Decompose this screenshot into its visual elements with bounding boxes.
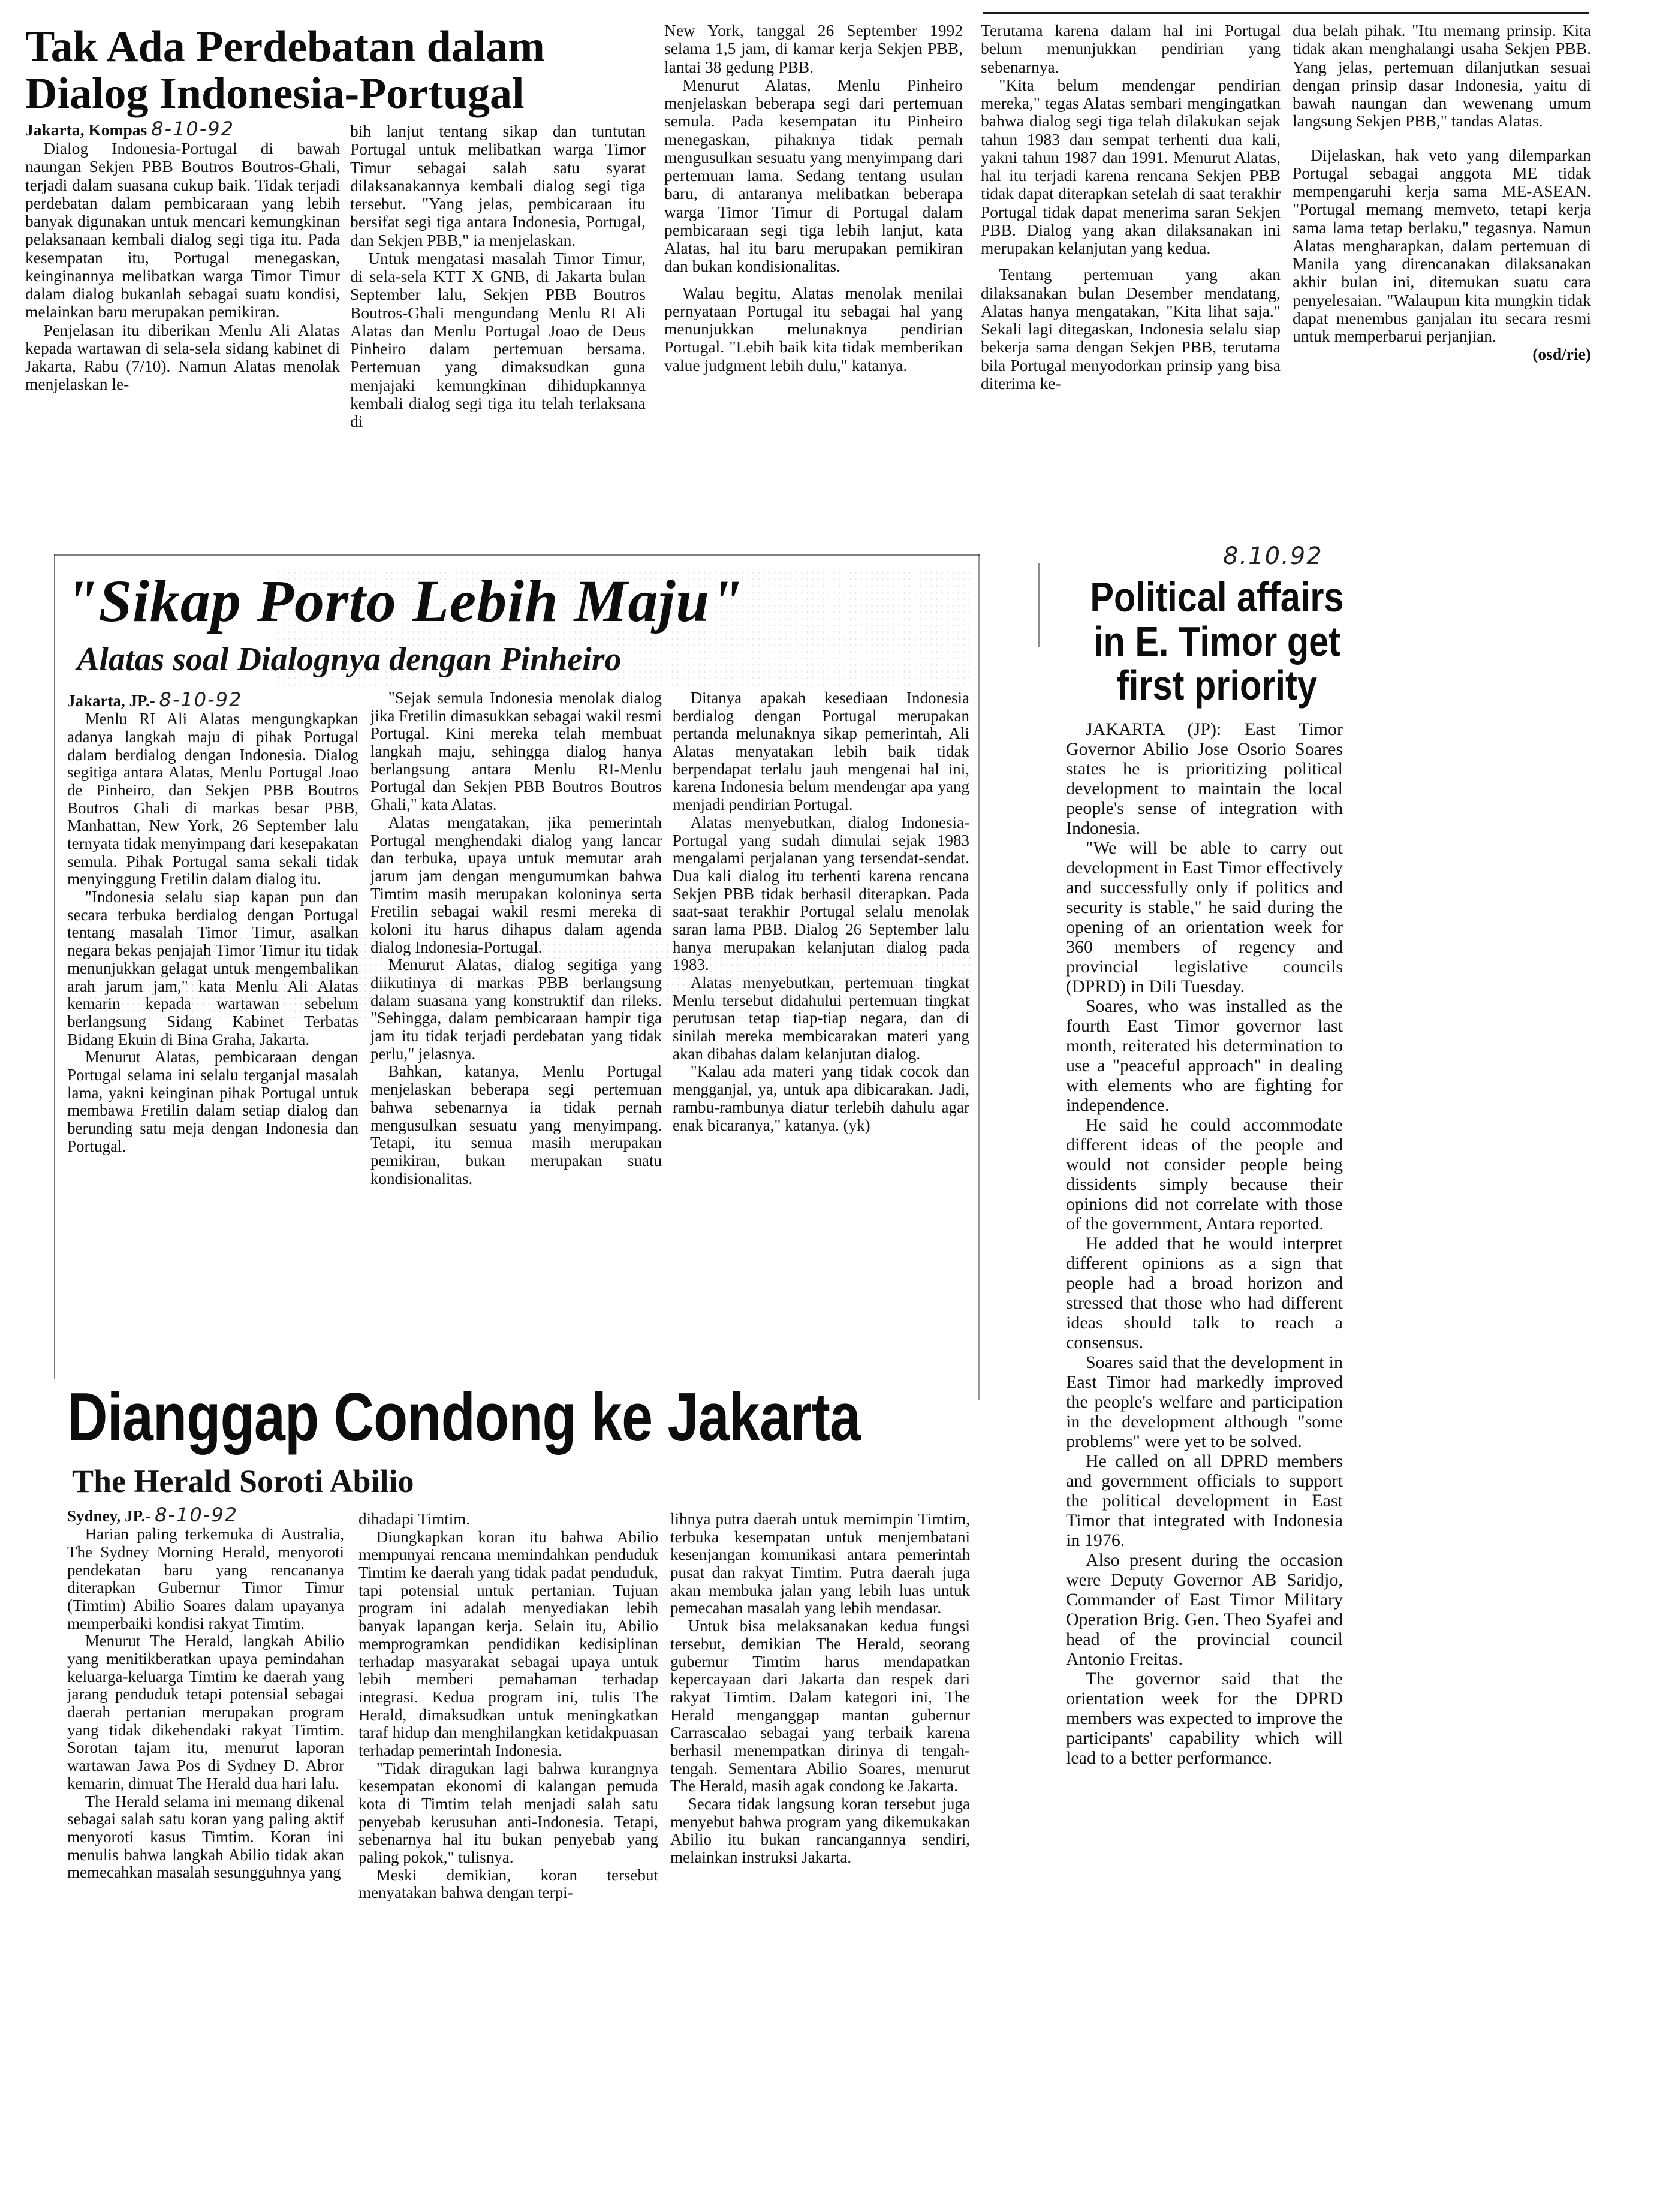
- article4-paragraph: "We will be able to carry out development in East Timor effectively and successfully only if politics and security is stable," he said during the opening of an orientation week for 360 members of regency and provincial legislative councils (DPRD) in Dili Tuesday.: [1066, 838, 1343, 996]
- article1-column-3: [664, 22, 963, 375]
- article1-col3-paragraph: New York, tanggal 26 September 1992 selama 1,5 jam, di kamar kerja Sekjen PBB, lantai 38 gedung PBB.: [664, 21, 963, 76]
- article3-col1-paragraph: The Herald selama ini memang dikenal sebagai salah satu koran yang paling aktif menyoroti kasus Timtim. Koran ini menulis bahwa langkah Abilio tidak akan memecahkan masalah sesungguhnya yang: [67, 1792, 344, 1882]
- article3-col1-paragraph: Harian paling terkemuka di Australia, The Sydney Morning Herald, menyoroti pendekatan baru yang rencananya diterapkan Gubernur Timor Timur (Timtim) Abilio Soares dalam upayanya memperbaiki kondisi rakyat Timtim.: [67, 1525, 344, 1632]
- article1-column-1: [25, 119, 340, 394]
- article3-col2-paragraph: "Tidak diragukan lagi bahwa kurangnya kesempatan ekonomi di kalangan pemuda kota di Timtim telah menjadi salah satu penyebab kerusuhan anti-Indonesia. Tetapi, sebenarnya hal itu bukan penyebab yang paling pokok," tulisnya.: [358, 1759, 658, 1867]
- article2-column-3: [673, 689, 969, 1134]
- article2-column-1: [67, 689, 358, 1155]
- article1-col4-paragraph: Terutama karena dalam hal ini Portugal belum menunjukkan pendirian yang sebenarnya.: [981, 21, 1281, 76]
- article4-paragraph: The governor said that the orientation week for the DPRD members was expected to improve the participants' capability which will lead to a better performance.: [1066, 1669, 1343, 1768]
- article1-col2-paragraph: bih lanjut tentang sikap dan tuntutan Portugal untuk melibatkan warga Timor Timur sebagai salah satu syarat dilaksanakannya kembali dialog segi tiga tersebut. "Yang jelas, pembicaraan itu bersifat segi tiga antara Indonesia, Portugal, dan Sekjen PBB," ia menjelaskan.: [350, 122, 646, 249]
- article1-col1-paragraph: Penjelasan itu diberikan Menlu Ali Alatas kepada wartawan di sela-sela sidang kabinet di Jakarta, Rabu (7/10). Namun Alatas menolak menjelaskan le-: [25, 320, 340, 394]
- article3-col2-paragraph: dihadapi Timtim.: [358, 1510, 471, 1528]
- top-rule: [983, 12, 1589, 14]
- article4-title-line3: first priority: [1117, 662, 1317, 709]
- article3-col2-paragraph: Meski demikian, koran tersebut menyatakan bahwa dengan terpi-: [358, 1866, 658, 1902]
- article2-col3-paragraph: "Kalau ada materi yang tidak cocok dan mengganjal, ya, untuk apa dibicarakan. Jadi, rambu-rambunya diatur terlebih dahulu agar enak bicaranya," katanya. (yk): [673, 1062, 969, 1134]
- article3-date-handwritten: 8-10-92: [155, 1503, 238, 1526]
- article1-col4-paragraph: "Kita belum mendengar pendirian mereka," tegas Alatas sembari mengingatkan bahwa dialog segi tiga telah dilakukan sejak tahun 1983 dan sempat terhenti dua kali, yakni tahun 1987 dan 1991. Menurut Alatas, hal itu terjadi karena rencana Sekjen PBB tidak dapat diterapkan setelah di saat terakhir Portugal tidak dapat menerima saran Sekjen PBB. Dialog yang akan dilaksanakan ini merupakan kelanjutan yang kedua.: [981, 75, 1281, 257]
- article4-date-handwritten: 8.10.92: [1223, 543, 1323, 570]
- article4-title-line2: in E. Timor get: [1093, 617, 1341, 665]
- article3-column-3: [670, 1511, 970, 1867]
- article2-title: "Sikap Porto Lebih Maju": [65, 568, 744, 634]
- article4-paragraph: East Timor Governor Abilio Jose Osorio Soares states he is prioritizing political development to maintain the local people's sense of integration with Indonesia.: [1066, 719, 1343, 838]
- article1-col3-paragraph: Walau begitu, Alatas menolak menilai pernyataan Portugal itu sebagai hal yang menunjukkan melunaknya pendirian Portugal. "Lebih baik kita tidak memberikan value judgment lebih dulu," katanya.: [664, 283, 963, 375]
- article1-title-line2: Dialog Indonesia-Portugal: [25, 69, 525, 118]
- article4-paragraph: Soares said that the development in East Timor had markedly improved the people's welfare and participation in the development although "some problems" were yet to be solved.: [1066, 1352, 1343, 1451]
- article1-title-line1: Tak Ada Perdebatan dalam: [25, 22, 545, 71]
- article2-col2-paragraph: Alatas mengatakan, jika pemerintah Portugal menghendaki dialog yang lancar dan terbuka, upaya untuk memutar arah jarum jam dengan mengumumkan bahwa Timtim masih merupakan koloninya serta Fretilin sebagai wakil resmi mereka di koloni itu harus dihapus dalam agenda dialog Indonesia-Portugal.: [370, 813, 662, 956]
- article4-paragraph: Also present during the occasion were Deputy Governor AB Saridjo, Commander of East Timor Military Operation Brig. Gen. Theo Syafei and head of the provincial council Antonio Freitas.: [1066, 1550, 1343, 1669]
- article3-subtitle: The Herald Soroti Abilio: [72, 1463, 414, 1499]
- article2-col2-paragraph: "Sejak semula Indonesia menolak dialog jika Fretilin dimasukkan sebagai wakil resmi Portugal. Kini mereka telah membuat langkah maju, sehingga dialog hanya berlangsung antara Menlu RI-Menlu Portugal dan Sekjen PBB Boutros Boutros Ghali," kata Alatas.: [370, 689, 662, 814]
- article3-col3-paragraph: Secara tidak langsung koran tersebut juga menyebut bahwa program yang dikemukakan Abilio itu bukan rancangannya sendiri, melainkan instruksi Jakarta.: [670, 1795, 970, 1867]
- article4-paragraph: He said he could accommodate different ideas of the people and would not consider people being dissidents simply because their opinions did not correlate with those of the government, Antara reported.: [1066, 1115, 1343, 1234]
- clipping-left-edge: [54, 554, 55, 1379]
- article3-column-1: [67, 1505, 344, 1882]
- clipping-top-edge: [54, 554, 980, 556]
- article2-subtitle: Alatas soal Dialognya dengan Pinheiro: [77, 641, 622, 678]
- article2-col1-paragraph: Menurut Alatas, pembicaraan dengan Portugal selama ini selalu terganjal masalah lama, yakni keinginan pihak Portugal untuk membawa Fretilin dalam setiap dialog dan berunding satu meja dengan Indonesia dan Portugal.: [67, 1048, 358, 1155]
- article3-col2-paragraph: Diungkapkan koran itu bahwa Abilio mempunyai rencana memindahkan penduduk Timtim ke daerah yang tidak padat penduduk, tapi potensial untuk pertanian. Tujuan program ini adalah menyediakan lebih banyak lapangan kerja. Selain itu, Abilio memprogramkan pendidikan kedisiplinan terhadap masyarakat sebagai upaya untuk lebih memberi pemahaman terhadap integrasi. Kedua program ini, tulis The Herald, dimaksudkan untuk meningkatkan taraf hidup dan menghilangkan ketidakpuasan terhadap pemerintah Indonesia.: [358, 1527, 658, 1759]
- article2-col2-paragraph: Bahkan, katanya, Menlu Portugal menjelaskan beberapa segi pertemuan bahwa sebenarnya ia tidak pernah mengusulkan sesuatu yang menyimpang. Tetapi, itu semua masih merupakan pemikiran, bukan merupakan suatu kondisionalitas.: [370, 1062, 662, 1188]
- article3-column-2: [358, 1511, 658, 1902]
- article2-column-2: [370, 689, 662, 1188]
- article4-column: [1066, 719, 1343, 1768]
- article4-dateline: JAKARTA (JP):: [1086, 719, 1222, 739]
- article2-col1-paragraph: Menlu RI Ali Alatas mengungkapkan adanya langkah maju di pihak Portugal dalam berdialog dengan Indonesia. Dialog segitiga antara Alatas, Menlu Portugal Joao de Pinheiro, dan Sekjen PBB Boutros Boutros Ghali di markas besar PBB, Manhattan, New York, 26 September lalu ternyata tidak menyimpang dari kesepakatan semula. Pihak Portugal sama sekali tidak menyinggung Fretilin dalam dialog itu.: [67, 710, 358, 888]
- article4-paragraph: He added that he would interpret different opinions as a sign that people had a broad horizon and stressed that those who had different ideas should talk to reach a consensus.: [1066, 1234, 1343, 1352]
- article1-col5-paragraph: dua belah pihak. "Itu memang prinsip. Kita tidak akan menghalangi usaha Sekjen PBB. Yang jelas, pertemuan dilanjutkan sesuai dengan prinsip dasar Indonesia, yaitu di bawah naungan dan wewenang umum langsung Sekjen PBB," tandas Alatas.: [1293, 21, 1591, 131]
- article2-col3-paragraph: Alatas menyebutkan, dialog Indonesia-Portugal yang sudah dimulai sejak 1983 mengalami perjalanan yang tersendat-sendat. Dua kali dialog itu terhenti karena rencana Sekjen PBB tidak berhasil diterapkan. Pada saat-saat terakhir Portugal selalu menolak saran lama PBB. Dialog 26 September lalu hanya merupakan kelanjutan dialog pada 1983.: [673, 813, 969, 974]
- article2-col2-paragraph: Menurut Alatas, dialog segitiga yang diikutinya di markas PBB berlangsung dalam suasana yang konstruktif dan rileks. "Sehingga, dalam pembicaraan hampir tiga jam itu tidak terjadi perdebatan yang tidak perlu," jelasnya.: [370, 956, 662, 1063]
- article3-col3-paragraph: Untuk bisa melaksanakan kedua fungsi tersebut, demikian The Herald, seorang gubernur Timtim harus mendapatkan kepercayaan dari Jakarta dan respek dari rakyat Timtim. Dalam kategori ini, The Herald menganggap mantan gubernur Carrascalao sebagai yang terbaik karena berhasil menempatkan dirinya di tengah-tengah. Sementara Abilio Soares, menurut The Herald, masih agak condong ke Jakarta.: [670, 1617, 970, 1795]
- article4-paragraph: He called on all DPRD members and government officials to support the political development in East Timor that integrated with Indonesia in 1976.: [1066, 1451, 1343, 1550]
- article3-col1-paragraph: Menurut The Herald, langkah Abilio yang menitikberatkan upaya pemindahan keluarga-keluarga Timtim ke daerah yang jarang penduduk tetapi potensial sebagai daerah pertanian merupakan program yang tidak dikehendaki rakyat Timtim. Sorotan tajam itu, menurut laporan wartawan Jawa Pos di Sydney D. Abror kemarin, dimuat The Herald dua hari lalu.: [67, 1632, 344, 1792]
- article1-column-5: [1293, 22, 1591, 364]
- article4-paragraph: Soares, who was installed as the fourth East Timor governor last month, reiterated his determination to use a "peaceful approach" in dealing with elements who are fighting for independence.: [1066, 996, 1343, 1115]
- article1-column-2: [350, 122, 646, 430]
- article3-dateline: Sydney, JP.-: [67, 1507, 151, 1525]
- article3-title: Dianggap Condong ke Jakarta: [67, 1379, 861, 1455]
- article1-column-4: [981, 22, 1281, 393]
- article2-dateline: Jakarta, JP.-: [67, 692, 155, 710]
- article1-dateline: Jakarta, Kompas: [25, 120, 147, 139]
- article4-title: [1084, 575, 1349, 708]
- article1-col2-paragraph: Untuk mengatasi masalah Timor Timur, di sela-sela KTT X GNB, di Jakarta bulan September lalu, Sekjen PBB Boutros Boutros-Ghali mengundang Menlu RI Ali Alatas dan Menlu Portugal Joao de Deus Pinheiro dalam pertemuan bersama. Pertemuan yang dimaksudkan guna menjajaki kemungkinan dihidupkannya kembali dialog segi tiga itu telah terlaksana di: [350, 248, 646, 430]
- article1-col3-paragraph: Menurut Alatas, Menlu Pinheiro menjelaskan beberapa segi dari pertemuan semula. Pada kesempatan itu Pinheiro menegaskan, pihaknya tidak pernah mengusulkan sesuatu yang menyimpang dari pertemuan lama. Sedang tentang usulan baru, di antaranya melibatkan beberapa warga Timor Timur di Portugal dalam pembicaraan segi tiga lebih lanjut, kata Alatas, hal itu baru merupakan pemikiran dan bukan kondisionalitas.: [664, 75, 963, 276]
- clipping-edge: [1038, 563, 1040, 647]
- article3-col3-paragraph: lihnya putra daerah untuk memimpin Timtim, terbuka kesempatan untuk menjembatani kesenjangan komunikasi antara pemerintah pusat dan rakyat Timtim. Putra daerah juga akan membuka jalan yang lebih luas untuk pemecahan masalah yang lebih mendasar.: [670, 1510, 970, 1617]
- article1-date-handwritten: 8-10-92: [151, 117, 234, 140]
- article4-title-line1: Political affairs: [1090, 574, 1344, 620]
- article1-signature: (osd/rie): [1532, 345, 1591, 364]
- article2-date-handwritten: 8-10-92: [159, 688, 243, 711]
- article1-col5-paragraph: Dijelaskan, hak veto yang dilemparkan Portugal sebagai anggota ME tidak mempengaruhi kerja sama ME-ASEAN. "Portugal memang memveto, tetapi kerja sama lama tetap berlaku," tegasnya. Namun Alatas mengharapkan, dalam pertemuan di Manila yang direncanakan dilaksanakan akhir bulan ini, ditemukan suatu cara penyelesaian. "Walaupun kita mungkin tidak dapat menembus ganjalan itu secara resmi untuk memperbarui perjanjian.: [1293, 145, 1591, 345]
- article1-col4-paragraph: Tentang pertemuan yang akan dilaksanakan bulan Desember mendatang, Alatas hanya mengatakan, "Kita lihat saja." Sekali lagi ditegaskan, Indonesia selalu siap bekerja sama dengan Sekjen PBB, terutama bila Portugal menyodorkan prinsip yang bisa diterima ke-: [981, 265, 1281, 393]
- article2-col3-paragraph: Alatas menyebutkan, pertemuan tingkat Menlu tersebut didahului pertemuan tingkat perutusan tetap tiap-tiap negara, dan di sinilah mereka membicarakan materi yang akan dibahas dalam kelanjutan dialog.: [673, 974, 969, 1063]
- article1-col1-paragraph: Dialog Indonesia-Portugal di bawah naungan Sekjen PBB Boutros Boutros-Ghali, terjadi dalam suasana cukup baik. Tidak terjadi perdebatan dalam pembicaraan yang lebih banyak digunakan untuk mencari kemungkinan pelaksanaan kembali dialog segi tiga itu. Pada kesempatan itu, Portugal menegaskan, keinginannya melibatkan warga Timor Timur dalam dialog bukanlah sebagai suatu kondisi, melainkan baru merupakan pemikiran.: [25, 139, 340, 321]
- clipping-right-edge: [978, 554, 980, 1400]
- article2-col1-paragraph: "Indonesia selalu siap kapan pun dan secara terbuka berdialog dengan Portugal tentang masalah Timor Timur, asalkan negara bekas penjajah Timor Timur itu tidak menunjukkan gelagat untuk mengembalikan arah jarum jam," kata Menlu Ali Alatas kemarin kepada wartawan sebelum berlangsung Sidang Kabinet Terbatas Bidang Ekuin di Bina Graha, Jakarta.: [67, 888, 358, 1048]
- article2-col3-paragraph: Ditanya apakah kesediaan Indonesia berdialog dengan Portugal merupakan pertanda melunaknya sikap pemerintah, Ali Alatas menyatakan lebih baik tidak berpendapat terlalu jauh mengenai hal ini, karena Indonesia belum mendengar apa yang menjadi pendirian Portugal.: [673, 689, 969, 814]
